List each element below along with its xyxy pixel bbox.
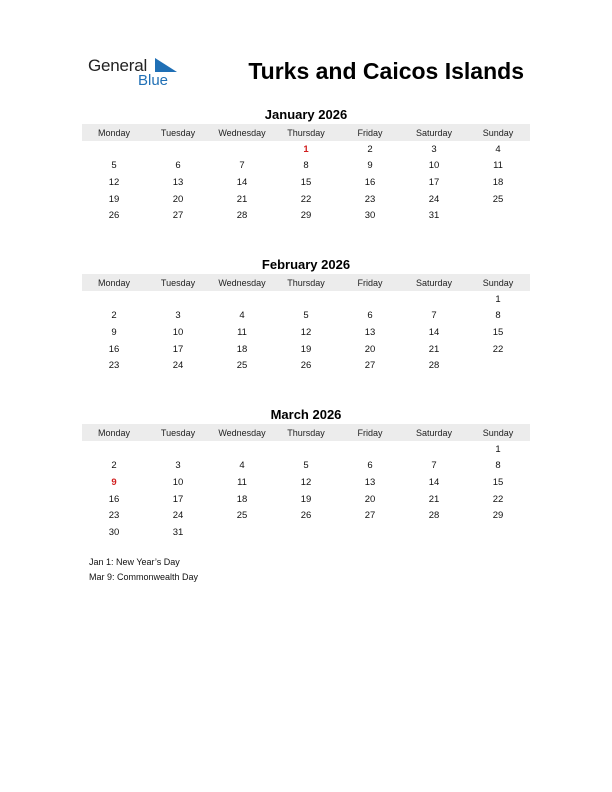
date-cell: 19 — [300, 343, 312, 355]
date-cell: 24 — [428, 193, 440, 205]
date-cell: 30 — [108, 526, 120, 538]
date-cell: 17 — [172, 493, 184, 505]
date-cell: 10 — [172, 476, 184, 488]
date-cell: 31 — [428, 210, 440, 222]
date-cell: 25 — [236, 510, 248, 522]
date-cell: 3 — [175, 460, 181, 472]
date-cell: 21 — [428, 343, 440, 355]
date-cell: 29 — [492, 510, 504, 522]
date-cell: 8 — [495, 460, 501, 472]
date-cell: 11 — [237, 326, 247, 338]
week-row — [82, 458, 530, 475]
date-cell: 5 — [303, 460, 309, 472]
weekday-header — [82, 424, 530, 441]
date-cell: 23 — [108, 360, 120, 372]
week-row — [82, 324, 530, 341]
week-row — [82, 308, 530, 325]
date-cell: 23 — [364, 193, 376, 205]
date-cell: 22 — [300, 193, 312, 205]
date-cell: 9 — [111, 326, 117, 338]
date-cell: 7 — [239, 160, 245, 172]
date-cell: 2 — [111, 310, 117, 322]
date-cell: 6 — [175, 160, 181, 172]
date-cell: 17 — [428, 176, 440, 188]
date-cell: 2 — [367, 143, 373, 155]
week-row — [82, 207, 530, 224]
date-cell: 6 — [367, 460, 373, 472]
date-cell: 6 — [367, 310, 373, 322]
date-cell: 16 — [108, 343, 120, 355]
month-weeks — [82, 441, 530, 541]
weekday-label: Tuesday — [160, 277, 196, 288]
date-cell: 31 — [172, 526, 184, 538]
date-cell: 20 — [364, 493, 376, 505]
month-weeks — [82, 291, 530, 374]
date-cell: 7 — [431, 460, 437, 472]
date-cell: 3 — [175, 310, 181, 322]
date-cell: 21 — [428, 493, 440, 505]
logo-triangle-icon — [153, 58, 177, 72]
weekday-label: Sunday — [482, 127, 514, 138]
week-row — [82, 291, 530, 308]
date-cell: 28 — [428, 360, 440, 372]
date-cell: 11 — [237, 476, 247, 488]
date-cell: 4 — [239, 460, 245, 472]
weekday-label: Sunday — [482, 277, 514, 288]
weekday-label: Wednesday — [218, 277, 266, 288]
date-cell: 24 — [172, 510, 184, 522]
weekday-label: Thursday — [287, 127, 325, 138]
weekday-label: Saturday — [415, 277, 453, 288]
date-cell: 18 — [236, 343, 248, 355]
date-cell: 14 — [428, 476, 440, 488]
date-cell: 24 — [172, 360, 184, 372]
date-cell: 15 — [492, 326, 504, 338]
week-row — [82, 441, 530, 458]
month-calendar — [82, 406, 530, 541]
weekday-label: Thursday — [287, 277, 325, 288]
date-cell: 10 — [428, 160, 440, 172]
holiday-date-cell: 9 — [111, 476, 117, 488]
week-row — [82, 491, 530, 508]
logo-text-blue: Blue — [138, 72, 169, 89]
date-cell: 8 — [495, 310, 501, 322]
date-cell: 13 — [172, 176, 184, 188]
date-cell: 22 — [492, 343, 504, 355]
week-row — [82, 158, 530, 175]
holiday-note: Jan 1: New Year’s Day — [89, 557, 180, 567]
date-cell: 5 — [111, 160, 117, 172]
weekday-header — [82, 124, 530, 141]
holiday-note: Mar 9: Commonwealth Day — [89, 571, 199, 582]
date-cell: 14 — [236, 176, 248, 188]
date-cell: 15 — [300, 176, 312, 188]
logo-text-general: General — [88, 56, 148, 75]
weekday-label: Sunday — [482, 427, 514, 438]
date-cell: 20 — [364, 343, 376, 355]
date-cell: 13 — [364, 476, 376, 488]
date-cell: 26 — [108, 210, 120, 222]
week-row — [82, 141, 530, 158]
date-cell: 30 — [364, 210, 376, 222]
holiday-notes — [89, 555, 198, 584]
date-cell: 10 — [172, 326, 184, 338]
date-cell: 20 — [172, 193, 184, 205]
holiday-date-cell: 1 — [303, 143, 309, 155]
date-cell: 11 — [493, 160, 503, 172]
week-row — [82, 524, 530, 541]
week-row — [82, 507, 530, 524]
date-cell: 5 — [303, 310, 309, 322]
date-cell: 8 — [303, 160, 309, 172]
month-title: February 2026 — [261, 257, 351, 272]
weekday-label: Saturday — [415, 427, 453, 438]
date-cell: 27 — [364, 360, 376, 372]
date-cell: 14 — [428, 326, 440, 338]
week-row — [82, 474, 530, 491]
weekday-label: Friday — [357, 427, 383, 438]
weekday-label: Tuesday — [160, 427, 196, 438]
date-cell: 13 — [364, 326, 376, 338]
week-row — [82, 357, 530, 374]
weekday-label: Friday — [357, 277, 383, 288]
date-cell: 12 — [300, 326, 312, 338]
date-cell: 1 — [495, 443, 501, 455]
date-cell: 26 — [300, 510, 312, 522]
date-cell: 27 — [172, 210, 184, 222]
date-cell: 25 — [236, 360, 248, 372]
date-cell: 16 — [364, 176, 376, 188]
date-cell: 25 — [492, 193, 504, 205]
month-title: March 2026 — [270, 407, 342, 422]
date-cell: 28 — [236, 210, 248, 222]
date-cell: 19 — [300, 493, 312, 505]
date-cell: 17 — [172, 343, 184, 355]
date-cell: 12 — [108, 176, 120, 188]
weekday-label: Monday — [97, 427, 131, 438]
weekday-header — [82, 274, 530, 291]
weekday-label: Friday — [357, 127, 383, 138]
month-calendar — [82, 256, 530, 374]
date-cell: 9 — [367, 160, 373, 172]
date-cell: 18 — [236, 493, 248, 505]
week-row — [82, 191, 530, 208]
weekday-label: Monday — [97, 277, 131, 288]
date-cell: 26 — [300, 360, 312, 372]
page-title: Turks and Caicos Islands — [248, 58, 524, 84]
date-cell: 23 — [108, 510, 120, 522]
date-cell: 28 — [428, 510, 440, 522]
date-cell: 18 — [492, 176, 504, 188]
week-row — [82, 341, 530, 358]
date-cell: 29 — [300, 210, 312, 222]
date-cell: 4 — [495, 143, 501, 155]
date-cell: 3 — [431, 143, 437, 155]
date-cell: 19 — [108, 193, 120, 205]
weekday-label: Wednesday — [218, 427, 266, 438]
generalblue-logo — [88, 56, 188, 92]
week-row — [82, 174, 530, 191]
month-calendar — [82, 106, 530, 224]
date-cell: 7 — [431, 310, 437, 322]
weekday-label: Monday — [97, 127, 131, 138]
date-cell: 21 — [236, 193, 248, 205]
weekday-label: Wednesday — [218, 127, 266, 138]
date-cell: 2 — [111, 460, 117, 472]
weekday-label: Thursday — [287, 427, 325, 438]
month-weeks — [82, 141, 530, 224]
weekday-label: Tuesday — [160, 127, 196, 138]
date-cell: 15 — [492, 476, 504, 488]
date-cell: 4 — [239, 310, 245, 322]
date-cell: 16 — [108, 493, 120, 505]
date-cell: 22 — [492, 493, 504, 505]
month-title: January 2026 — [264, 107, 348, 122]
date-cell: 1 — [495, 293, 501, 305]
date-cell: 12 — [300, 476, 312, 488]
date-cell: 27 — [364, 510, 376, 522]
weekday-label: Saturday — [415, 127, 453, 138]
